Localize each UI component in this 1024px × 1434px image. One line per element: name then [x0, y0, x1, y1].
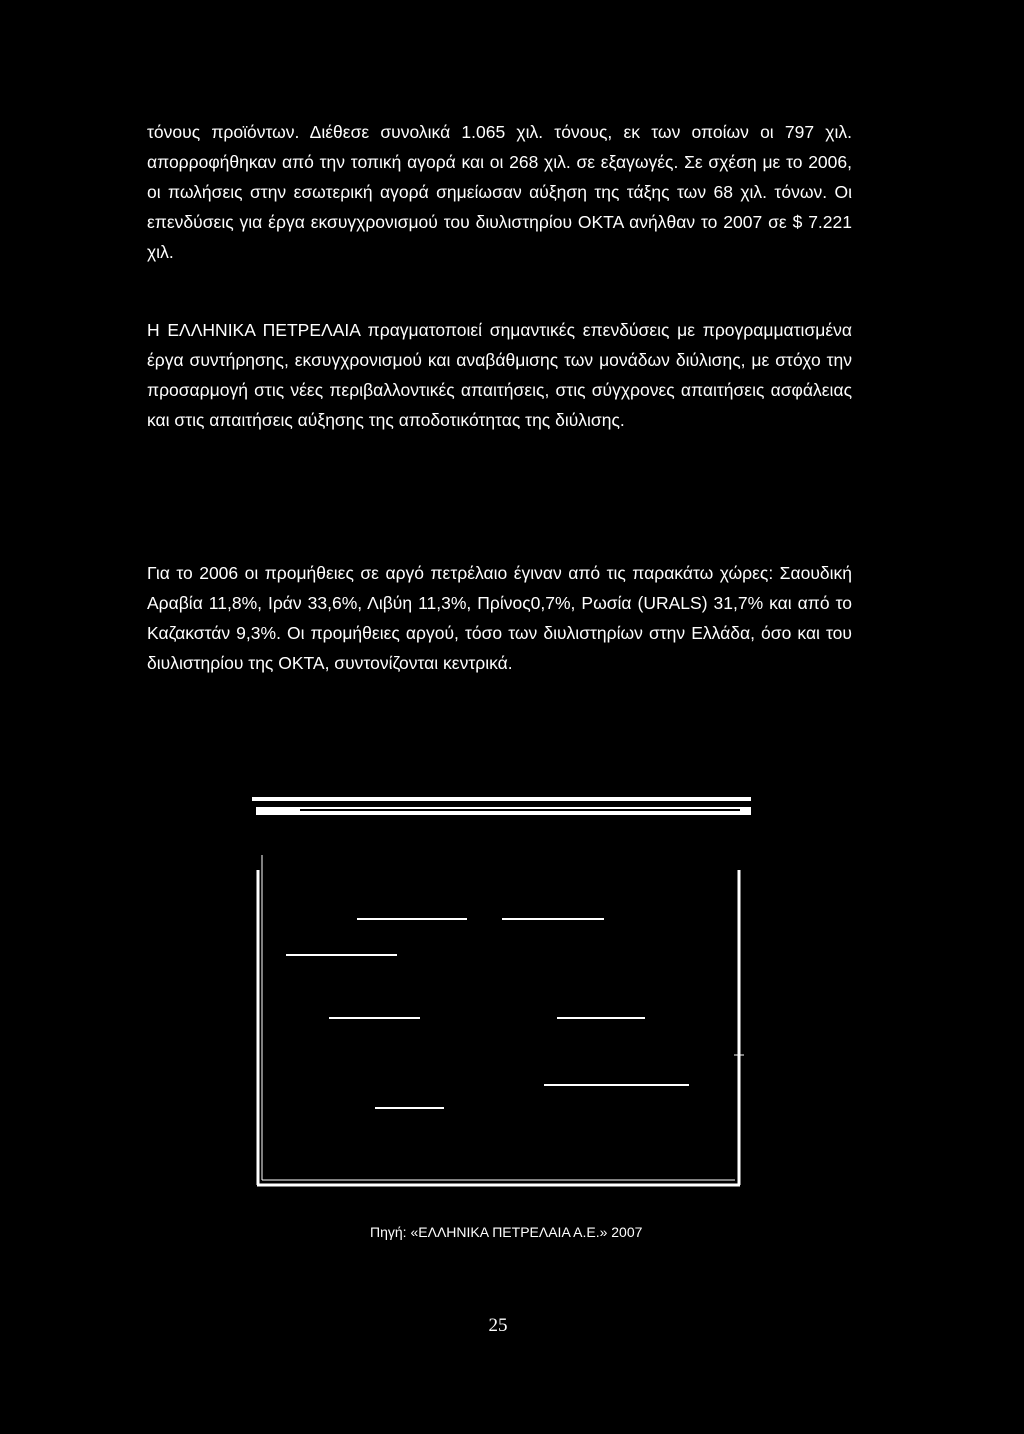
figure-source-caption: Πηγή: «ΕΛΛΗΝΙΚΑ ΠΕΤΡΕΛΑΙΑ Α.Ε.» 2007	[370, 1224, 643, 1240]
page-number: 25	[488, 1315, 508, 1336]
body-paragraph-sales: τόνους προϊόντων. Διέθεσε συνολικά 1.065 χιλ. τόνους, εκ των οποίων οι 797 χιλ. απορροφήθηκαν από την τοπική αγορά και οι 268 χιλ. σε εξαγωγές. Σε σχέση με το 2006, οι πωλήσεις στην εσωτερική αγορά σημείωσαν αύξηση της τάξης των 68 χιλ. τόνων. Οι επενδύσεις για έργα εκσυγχρονισμού του διυλιστηρίου ΟΚΤΑ ανήλθαν το 2007 σε $ 7.221 χιλ.	[147, 122, 852, 262]
body-paragraph-crude-supply: Για το 2006 οι προμήθειες σε αργό πετρέλαιο έγιναν από τις παρακάτω χώρες: Σαουδική Αραβία 11,8%, Ιράν 33,6%, Λιβύη 11,3%, Πρίνος0,7%, Ρωσία (URALS) 31,7% και από το Καζακστάν 9,3%. Οι προμήθειες αργού, τόσο των διυλιστηρίων στην Ελλάδα, όσο και του διυλιστηρίου της ΟΚΤΑ, συντονίζονται κεντρικά.	[147, 563, 852, 673]
figure-top-rule	[252, 797, 751, 801]
figure-top-rule-lower	[256, 807, 751, 815]
body-paragraph-investments: Η ΕΛΛΗΝΙΚΑ ΠΕΤΡΕΛΑΙΑ πραγματοποιεί σημαντικές επενδύσεις με προγραμματισμένα έργα συντήρησης, εκσυγχρονισμού και αναβάθμισης των μονάδων διύλισης, με στόχο την προσαρμογή στις νέες περιβαλλοντικές απαιτήσεις, στις σύγχρονες απαιτήσεις ασφάλειας και στις απαιτήσεις αύξησης της αποδοτικότητας της διύλισης.	[147, 320, 852, 430]
